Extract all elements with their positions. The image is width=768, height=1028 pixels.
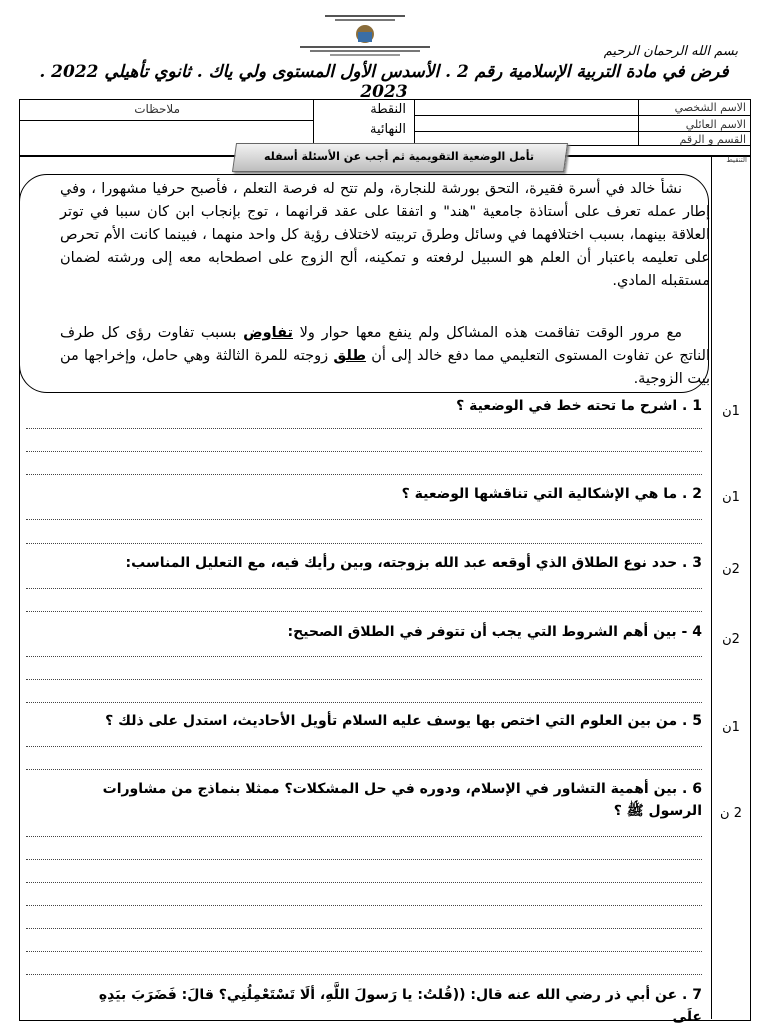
instruction-text: تأمل الوضعية التقويمية ثم أجب عن الأسئلة أسفله — [264, 150, 534, 163]
answer-line[interactable] — [26, 588, 702, 589]
underlined-word-negotiation: تفاوض — [243, 325, 293, 341]
question-5-points: 1ن — [722, 720, 740, 735]
question-2: 2 . ما هي الإشكالية التي تناقشها الوضعية ؟ — [401, 486, 702, 502]
score-column-label: التنقيط — [726, 156, 747, 164]
basmala: بسم الله الرحمان الرحيم — [603, 44, 738, 59]
question-5: 5 . من بين العلوم التي اختص بها يوسف عليه السلام تأويل الأحاديث، استدل على ذلك ؟ — [105, 713, 702, 729]
answer-line[interactable] — [26, 656, 702, 657]
answer-line[interactable] — [26, 974, 702, 975]
answer-line[interactable] — [26, 769, 702, 770]
question-3: 3 . حدد نوع الطلاق الذي أوقعه عبد الله بزوجته، وبين رأيك فيه، مع التعليل المناسب: — [125, 555, 702, 571]
final-grade-label-1: النقطة — [370, 102, 406, 117]
answer-line[interactable] — [26, 746, 702, 747]
question-4: 4 - بين أهم الشروط التي يجب أن تتوفر في الطلاق الصحيح: — [287, 624, 702, 640]
final-grade-label-2: النهائية — [370, 122, 406, 137]
question-6-points: 2 ن — [720, 806, 742, 821]
underlined-word-divorce: طلق — [333, 348, 366, 364]
answer-line[interactable] — [26, 905, 702, 906]
answer-line[interactable] — [26, 519, 702, 520]
answer-line[interactable] — [26, 543, 702, 544]
question-6: 6 . بين أهمية التشاور في الإسلام، ودوره في حل المشكلات؟ ممثلا بنماذج من مشاورات الرسول ﷺ ؟ — [102, 781, 702, 819]
score-column — [711, 155, 750, 1019]
family-name-label: الاسم العائلي — [685, 118, 746, 131]
question-1-points: 1ن — [722, 404, 740, 419]
question-3-points: 2ن — [722, 562, 740, 577]
class-number-label: القسم و الرقم — [679, 133, 746, 146]
answer-line[interactable] — [26, 611, 702, 612]
answer-line[interactable] — [26, 882, 702, 883]
answer-line[interactable] — [26, 928, 702, 929]
exam-title: فرض في مادة التربية الإسلامية رقم 2 . الأسدس الأول المستوى ولي ياك . ثانوي تأهيلي 2022 . 2023 — [39, 62, 729, 102]
first-name-label: الاسم الشخصي — [674, 101, 746, 114]
question-1: 1 . اشرح ما تحته خط في الوضعية ؟ — [456, 398, 702, 414]
notes-label: ملاحظات — [134, 102, 180, 116]
scenario-paragraph-2: مع مرور الوقت تفاقمت هذه المشاكل ولم ينفع معها حوار ولا تفاوض بسبب تفاوت رؤى كل طرف الناتج عن تفاوت المستوى التعليمي مما دفع خالد إلى أن طلق زوجته للمرة الثالثة وهي حامل، وإخراجها من بيت الزوجية. — [60, 325, 711, 387]
answer-line[interactable] — [26, 474, 702, 475]
answer-line[interactable] — [26, 859, 702, 860]
scenario-paragraph-1: نشأ خالد في أسرة فقيرة، التحق بورشة للنجارة، ولم تتح له فرصة التعلم ، فأصبح حرفيا مشهورا ، وفي إطار عمله تعرف على أستاذة جامعية "هند" و اتفقا على عقد قرانهما ، توج بإنجاب ابن كان سببا في توتر العلاقة بينهما، بسبب اختلافهما في وسائل وطرق تربيته لاختلاف رؤية كل واحد منهما ، فبينما كانت الأم تحرص على تعليمه باعتبار أن العلم هو السبيل لرفعته و تمكينه، ألح الزوج على اصطحابه معه إلى ورشته لضمان مستقبله المادي. — [60, 181, 710, 289]
question-7: 7 . عن أبي ذر رضي الله عنه قال: ((قُلتُ: يا رَسولَ اللَّهِ، ألَا تَسْتَعْمِلُنِي؟ قالَ: فَضَرَبَ بيَدِهِ علَى — [98, 987, 702, 1025]
answer-line[interactable] — [26, 951, 702, 952]
ministry-logo — [290, 12, 440, 58]
answer-line[interactable] — [26, 428, 702, 429]
answer-line[interactable] — [26, 451, 702, 452]
answer-line[interactable] — [26, 679, 702, 680]
question-4-points: 2ن — [722, 632, 740, 647]
answer-line[interactable] — [26, 836, 702, 837]
answer-line[interactable] — [26, 702, 702, 703]
question-2-points: 1ن — [722, 490, 740, 505]
